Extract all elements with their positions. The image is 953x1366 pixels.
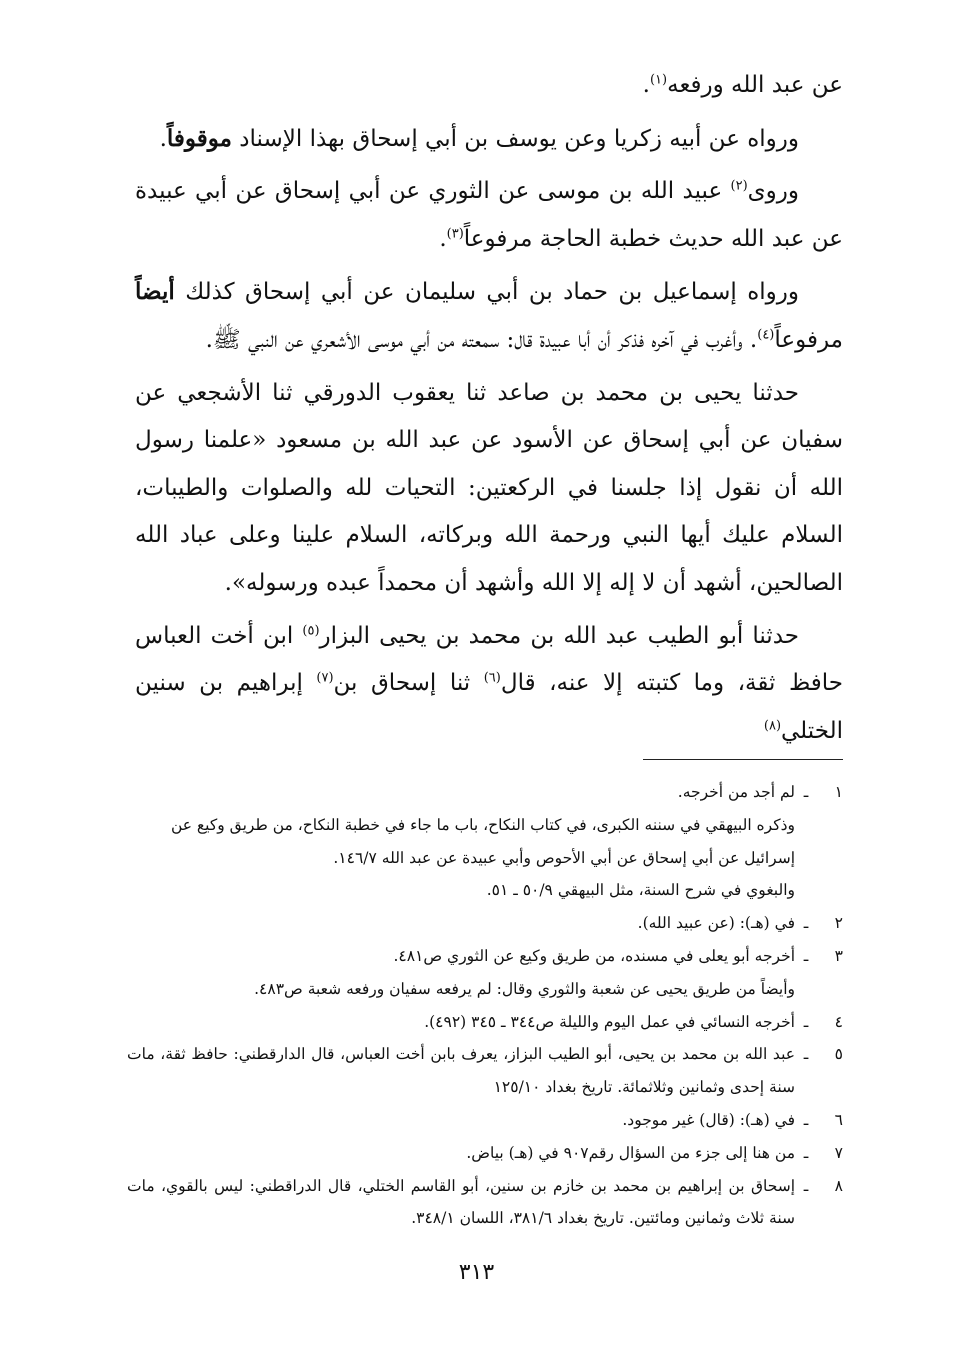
paragraph-5 [135,370,843,608]
footnote-4 [127,1006,843,1039]
footnote-dash: ـ [803,1176,809,1195]
paragraph-6-text-2: ابن أخت العباس حافظ ثقة، وما كتبته إلا عنه، قال [135,622,843,697]
footnote-text: أخرجه النسائي في عمل اليوم والليلة ص٣٤٤ ـ ٣٤٥ (٤٩٢). [424,1012,795,1031]
paragraph-6-text-3: ثنا إسحاق بن [333,670,484,697]
footnote-3 [127,940,843,973]
paragraph-4-text-3: . وأغرب في آخره فذكر أن أبا عبيدة قال: سمعته من أبي موسى الأشعري عن النبي ﷺ. [205,326,758,353]
footnote-continuation: والبغوي في شرح السنة، مثل البيهقي ٥٠/٩ ـ ٥١. [486,881,795,900]
footnote-number: ٥ [834,1045,843,1064]
footnote-number: ٢ [834,914,843,933]
footnote-ref-4: (٤) [757,327,775,343]
footnote-dash: ـ [803,914,809,933]
footnote-number: ٤ [834,1012,843,1031]
footnote-dash: ـ [803,1110,809,1129]
footnote-ref-2: (٢) [730,178,748,194]
footnote-separator [643,759,843,760]
paragraph-6 [135,613,843,756]
footnote-ref-3: (٣) [446,226,464,242]
paragraph-1-text: عن عبد الله ورفعه [667,72,843,98]
footnote-text: لم أجد من أخرجه. [677,783,795,801]
footnote-1 [127,776,843,809]
paragraph-1 [135,62,843,110]
footnote-text: من هنا إلى جزء من السؤال رقم٩٠٧ في (هـ) بياض. [466,1143,795,1162]
footnote-ref-7: (٧) [316,670,334,686]
paragraph-5-text: حدثنا يحيى بن محمد بن صاعد ثنا يعقوب الدورقي ثنا الأشجعي عن سفيان عن أبي إسحاق عن الأسود عن عبد الله بن مسعود «علمنا رسول الله أن نقول إذا جلسنا في الركعتين: التحيات لله والصلوات والطيبات، السلام عليك أيها النبي ورحمة الله وبركاته، السلام علينا وعلى عباد الله الصالحين، أشهد أن لا إله إلا الله وأشهد أن محمداً عبده ورسوله». [135,379,843,596]
page-number: ٣١٣ [458,1260,495,1285]
footnote-8 [127,1170,843,1236]
paragraph-4 [135,268,843,364]
footnote-dash: ـ [803,783,809,801]
paragraph-2-end: . [159,125,167,152]
footnote-text: عبد الله بن محمد بن يحيى، أبو الطيب البزاز، يعرف بابن أخت العباس، قال الدارقطني: حافظ ثقة، مات سنة إحدى وثمانين وثلاثمائة. تاريخ بغداد ١٢٥/١٠ [127,1045,795,1097]
footnote-ref-5: (٥) [302,622,320,638]
footnote-number: ٨ [834,1176,843,1195]
paragraph-4-bold: أيضاً [135,278,175,306]
footnote-ref-6: (٦) [483,670,501,686]
paragraph-1-end: . [642,72,650,98]
footnote-ref-1: (١) [649,72,668,88]
footnote-dash: ـ [803,1045,809,1064]
footnote-text: إسحاق بن إبراهيم بن محمد بن خازم بن سنين، أبو القاسم الختلي، قال الدراقطني: ليس بالقوي، مات سنة ثلاث وثمانين ومائتين. تاريخ بغداد ٣٨١/٦، اللسان ٣٤٨/١. [127,1176,795,1228]
paragraph-6-text-4: إبراهيم بن سنين الختلي [135,670,843,744]
footnote-6 [127,1104,843,1137]
paragraph-4-text-2: مرفوعاً [774,326,843,353]
footnote-7 [127,1137,843,1170]
paragraph-3-end: . [439,225,447,252]
footnote-ref-8: (٨) [763,718,782,734]
footnote-5 [127,1038,843,1104]
paragraph-6-text: حدثنا أبو الطيب عبد الله بن محمد بن يحيى البزار [319,622,799,649]
paragraph-2-bold: موقوفاً [166,124,232,152]
footnote-text: في (هـ): (قال) غير موجود. [622,1110,795,1129]
footnote-dash: ـ [803,1012,809,1031]
footnotes [127,776,843,1235]
footnote-continuation: وذكره البيهقي في سننه الكبرى، في كتاب النكاح، باب ما جاء في خطبة النكاح، من طريق وكيع عن إسرائيل عن أبي إسحاق عن أبي الأحوص وأبي عبيدة عن عبد الله ١٤٦/٧. [170,815,795,867]
footnote-text: في (هـ): (عن عبيد الله). [637,914,795,933]
footnote-continuation: وأيضاً من طريق يحيى عن شعبة والثوري وقال: لم يرفعه سفيان ورفعه شعبة ص٤٨٣. [254,979,795,998]
paragraph-3-text: عبيد الله بن موسى عن الثوري عن أبي إسحاق عن أبي عبيدة عن عبد الله حديث خطبة الحاجة مرفوعاً [135,178,843,252]
paragraph-2-text: ورواه عن أبيه زكريا وعن يوسف بن أبي إسحاق بهذا الإسناد [231,125,799,152]
paragraph-3-start: وروى [747,178,799,205]
main-text [135,62,843,760]
footnote-number: ٦ [834,1110,843,1129]
footnote-dash: ـ [803,946,809,965]
footnote-dash: ـ [803,1143,809,1162]
paragraph-4-text: ورواه إسماعيل بن حماد بن أبي سليمان عن أبي إسحاق كذلك [174,279,799,306]
footnote-text: أخرجه أبو يعلى في مسنده، من طريق وكيع عن الثوري ص٤٨١. [393,946,795,965]
paragraph-2 [135,115,843,164]
footnote-number: ٣ [834,946,843,965]
paragraph-3 [135,168,843,263]
footnote-2 [127,907,843,940]
footnote-number: ١ [834,783,843,801]
footnote-number: ٧ [834,1143,843,1162]
